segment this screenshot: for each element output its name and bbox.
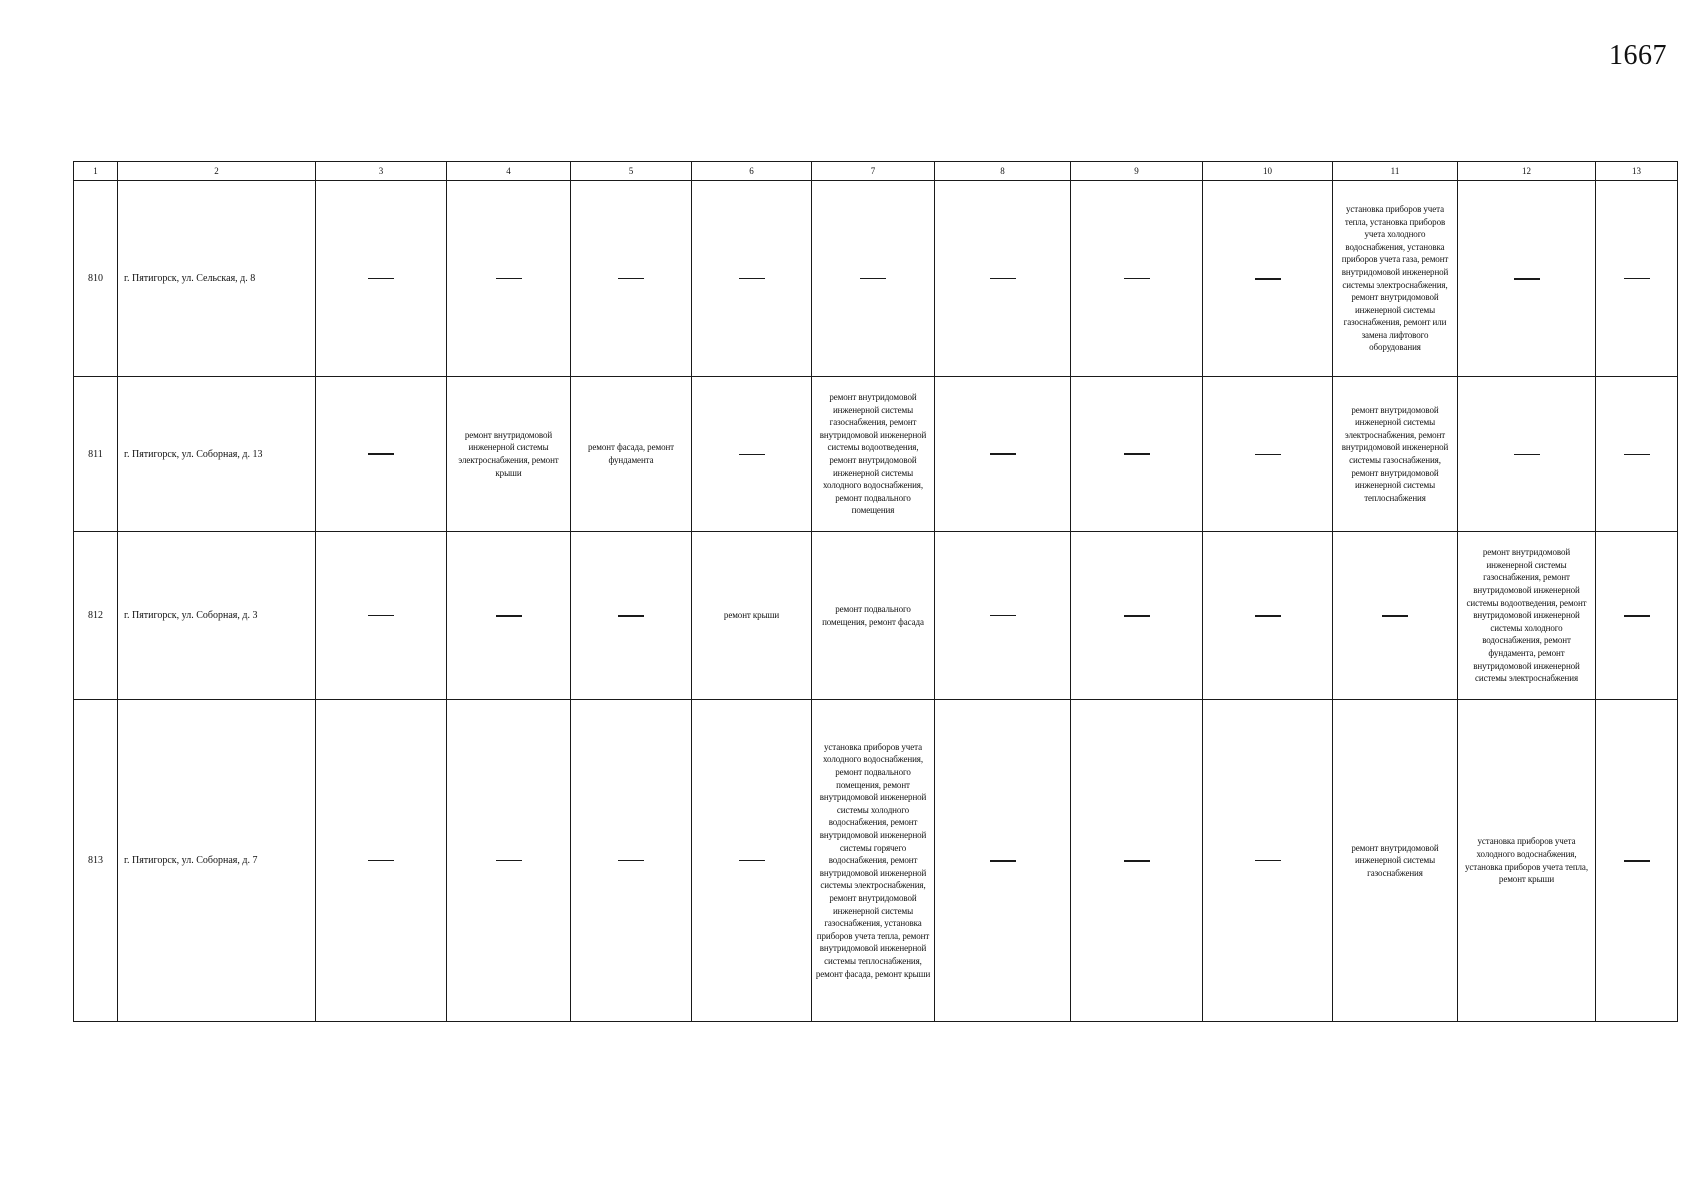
empty-cell (1203, 377, 1333, 532)
table-row (74, 181, 1678, 377)
empty-cell (935, 532, 1071, 700)
empty-cell (1333, 532, 1458, 700)
row-address: г. Пятигорск, ул. Соборная, д. 13 (118, 377, 316, 532)
dash-mark (618, 860, 644, 861)
dash-mark (1624, 615, 1650, 617)
empty-cell (1458, 181, 1596, 377)
dash-mark (1124, 860, 1150, 862)
empty-cell (692, 377, 812, 532)
dash-mark (1624, 860, 1650, 862)
empty-cell (1071, 532, 1203, 700)
empty-cell (1203, 700, 1333, 1022)
dash-mark (990, 278, 1016, 279)
work-list-cell: установка приборов учета холодного водоснабжения, установка приборов учета тепла, ремонт крыши (1458, 700, 1596, 1022)
dash-mark (1624, 454, 1650, 455)
empty-cell (1596, 700, 1678, 1022)
dash-mark (1514, 454, 1540, 455)
empty-cell (316, 181, 447, 377)
work-list-cell: ремонт внутридомовой инженерной системы электроснабжения, ремонт внутридомовой инженерной системы газоснабжения, ремонт внутридомовой инженерной системы теплоснабжения (1333, 377, 1458, 532)
dash-mark (739, 454, 765, 455)
work-list-cell: установка приборов учета холодного водоснабжения, ремонт подвального помещения, ремонт внутридомовой инженерной системы холодного водоснабжения, ремонт внутридомовой инженерной системы горячего водоснабжения, ремонт внутридомовой инженерной системы электроснабжения, ремонт внутридомовой инженерной системы газоснабжения, установка приборов учета тепла, ремонт внутридомовой инженерной системы теплоснабжения, ремонт фасада, ремонт крыши (812, 700, 935, 1022)
table-row (74, 532, 1678, 700)
header-cell: 1 (74, 162, 118, 181)
empty-cell (571, 181, 692, 377)
empty-cell (316, 700, 447, 1022)
header-cell: 5 (571, 162, 692, 181)
dash-mark (1255, 615, 1281, 617)
header-cell: 7 (812, 162, 935, 181)
header-cell: 3 (316, 162, 447, 181)
empty-cell (1203, 532, 1333, 700)
repair-program-table (73, 161, 1678, 1022)
empty-cell (1071, 377, 1203, 532)
dash-mark (1124, 453, 1150, 455)
header-cell: 11 (1333, 162, 1458, 181)
dash-mark (496, 860, 522, 861)
dash-mark (990, 860, 1016, 862)
empty-cell (447, 181, 571, 377)
row-address: г. Пятигорск, ул. Соборная, д. 3 (118, 532, 316, 700)
work-list-cell: установка приборов учета тепла, установка приборов учета холодного водоснабжения, установка приборов учета газа, ремонт внутридомовой инженерной системы электроснабжения, ремонт внутридомовой инженерной системы газоснабжения, ремонт или замена лифтового оборудования (1333, 181, 1458, 377)
header-cell: 2 (118, 162, 316, 181)
empty-cell (1458, 377, 1596, 532)
empty-cell (812, 181, 935, 377)
header-cell: 9 (1071, 162, 1203, 181)
empty-cell (1203, 181, 1333, 377)
dash-mark (739, 278, 765, 279)
dash-mark (496, 278, 522, 279)
dash-mark (1255, 860, 1281, 861)
header-cell: 8 (935, 162, 1071, 181)
row-number: 812 (74, 532, 118, 700)
dash-mark (1124, 615, 1150, 617)
empty-cell (1596, 532, 1678, 700)
empty-cell (316, 532, 447, 700)
header-row (74, 162, 1678, 181)
dash-mark (368, 453, 394, 455)
row-number: 811 (74, 377, 118, 532)
header-cell: 13 (1596, 162, 1678, 181)
dash-mark (1514, 278, 1540, 280)
empty-cell (1071, 700, 1203, 1022)
dash-mark (1624, 278, 1650, 279)
empty-cell (447, 532, 571, 700)
header-cell: 10 (1203, 162, 1333, 181)
dash-mark (618, 278, 644, 279)
dash-mark (739, 860, 765, 861)
empty-cell (935, 700, 1071, 1022)
dash-mark (990, 453, 1016, 455)
empty-cell (1071, 181, 1203, 377)
row-address: г. Пятигорск, ул. Сельская, д. 8 (118, 181, 316, 377)
empty-cell (692, 700, 812, 1022)
empty-cell (571, 700, 692, 1022)
dash-mark (496, 615, 522, 617)
empty-cell (571, 532, 692, 700)
work-list-cell: ремонт внутридомовой инженерной системы электроснабжения, ремонт крыши (447, 377, 571, 532)
row-number: 813 (74, 700, 118, 1022)
empty-cell (316, 377, 447, 532)
empty-cell (1596, 181, 1678, 377)
row-number: 810 (74, 181, 118, 377)
work-list-cell: ремонт внутридомовой инженерной системы газоснабжения, ремонт внутридомовой инженерной системы водоотведения, ремонт внутридомовой инженерной системы холодного водоснабжения, ремонт подвального помещения (812, 377, 935, 532)
dash-mark (368, 615, 394, 616)
dash-mark (990, 615, 1016, 616)
table-row (74, 377, 1678, 532)
empty-cell (935, 181, 1071, 377)
empty-cell (935, 377, 1071, 532)
dash-mark (1255, 278, 1281, 280)
dash-mark (1124, 278, 1150, 279)
work-list-cell: ремонт подвального помещения, ремонт фасада (812, 532, 935, 700)
page-number: 1667 (1609, 40, 1667, 71)
dash-mark (860, 278, 886, 279)
table-row (74, 700, 1678, 1022)
dash-mark (368, 278, 394, 279)
header-cell: 6 (692, 162, 812, 181)
empty-cell (447, 700, 571, 1022)
work-list-cell: ремонт внутридомовой инженерной системы газоснабжения (1333, 700, 1458, 1022)
empty-cell (692, 181, 812, 377)
work-list-cell: ремонт фасада, ремонт фундамента (571, 377, 692, 532)
row-address: г. Пятигорск, ул. Соборная, д. 7 (118, 700, 316, 1022)
dash-mark (618, 615, 644, 617)
dash-mark (368, 860, 394, 861)
header-cell: 12 (1458, 162, 1596, 181)
work-list-cell: ремонт внутридомовой инженерной системы газоснабжения, ремонт внутридомовой инженерной системы водоотведения, ремонт внутридомовой инженерной системы холодного водоснабжения, ремонт фундамента, ремонт внутридомовой инженерной системы электроснабжения (1458, 532, 1596, 700)
dash-mark (1382, 615, 1408, 617)
empty-cell (1596, 377, 1678, 532)
work-list-cell: ремонт крыши (692, 532, 812, 700)
header-cell: 4 (447, 162, 571, 181)
dash-mark (1255, 454, 1281, 455)
